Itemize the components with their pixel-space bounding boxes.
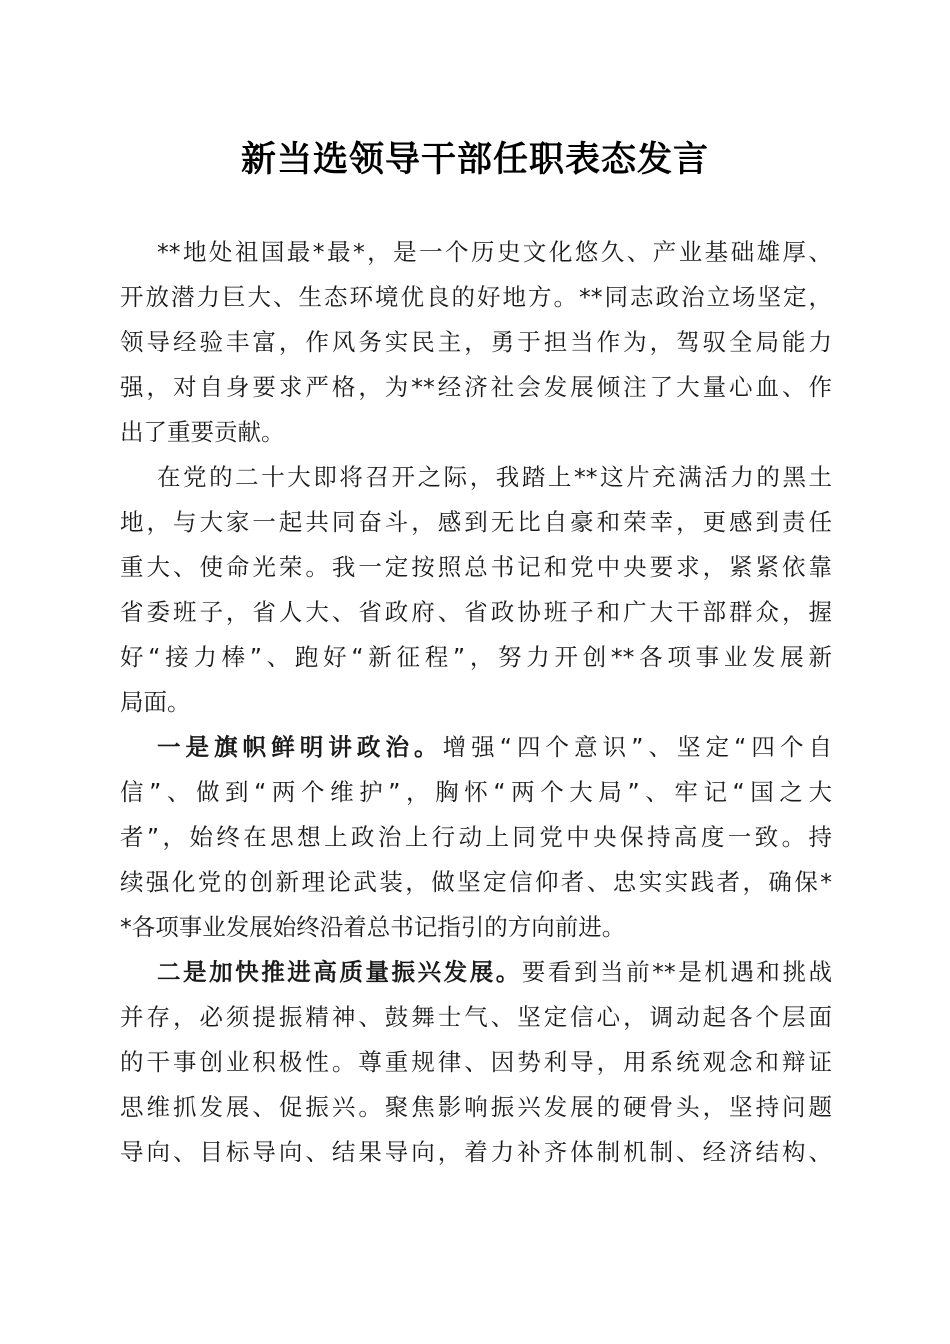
paragraph-line	[157, 732, 832, 762]
paragraph-line: 续强化党的创新理论武装，做坚定信仰者、忠实实践者，确保*	[120, 868, 832, 896]
paragraph-line: 在党的二十大即将召开之际，我踏上**这片充满活力的黑土	[157, 463, 832, 491]
paragraph-line: **地处祖国最*最*，是一个历史文化悠久、产业基础雄厚、	[157, 238, 832, 266]
section-heading-development: 二是加快推进高质量振兴发展。	[157, 958, 522, 986]
paragraph-line: 并存，必须提振精神、鼓舞士气、坚定信心，调动起各个层面	[120, 1003, 832, 1031]
paragraph-text: 要看到当前**是机遇和挑战	[521, 958, 833, 986]
paragraph-line: 领导经验丰富，作风务实民主，勇于担当作为，驾驭全局能力	[120, 328, 832, 356]
paragraph-line: 重大、使命光荣。我一定按照总书记和党中央要求，紧紧依靠	[120, 553, 832, 581]
section-heading-politics: 一是旗帜鲜明讲政治。	[157, 733, 443, 761]
paragraph-line: 地，与大家一起共同奋斗，感到无比自豪和荣幸，更感到责任	[120, 508, 832, 536]
paragraph-line: 思维抓发展、促振兴。聚焦影响振兴发展的硬骨头，坚持问题	[120, 1093, 832, 1121]
paragraph-line: 者”，始终在思想上政治上行动上同党中央保持高度一致。持	[120, 823, 832, 851]
paragraph-line: *各项事业发展始终沿着总书记指引的方向前进。	[120, 913, 626, 941]
paragraph-line: 信”、做到“两个维护”，胸怀“两个大局”、牢记“国之大	[120, 778, 832, 806]
document-title: 新当选领导干部任职表态发言	[240, 139, 709, 180]
paragraph-line: 导向、目标导向、结果导向，着力补齐体制机制、经济结构、	[120, 1138, 832, 1166]
paragraph-line: 局面。	[120, 688, 191, 716]
paragraph-line: 好“接力棒”、跑好“新征程”，努力开创**各项事业发展新	[120, 643, 832, 671]
paragraph-line: 的干事创业积极性。尊重规律、因势利导，用系统观念和辩证	[120, 1048, 832, 1076]
paragraph-line: 省委班子，省人大、省政府、省政协班子和广大干部群众，握	[120, 598, 832, 626]
paragraph-line: 强，对自身要求严格，为**经济社会发展倾注了大量心血、作	[120, 373, 832, 401]
paragraph-line: 开放潜力巨大、生态环境优良的好地方。**同志政治立场坚定，	[120, 283, 832, 311]
paragraph-line	[157, 957, 832, 987]
paragraph-text: 增强“四个意识”、坚定“四个自	[442, 733, 833, 761]
paragraph-line: 出了重要贡献。	[120, 418, 285, 446]
